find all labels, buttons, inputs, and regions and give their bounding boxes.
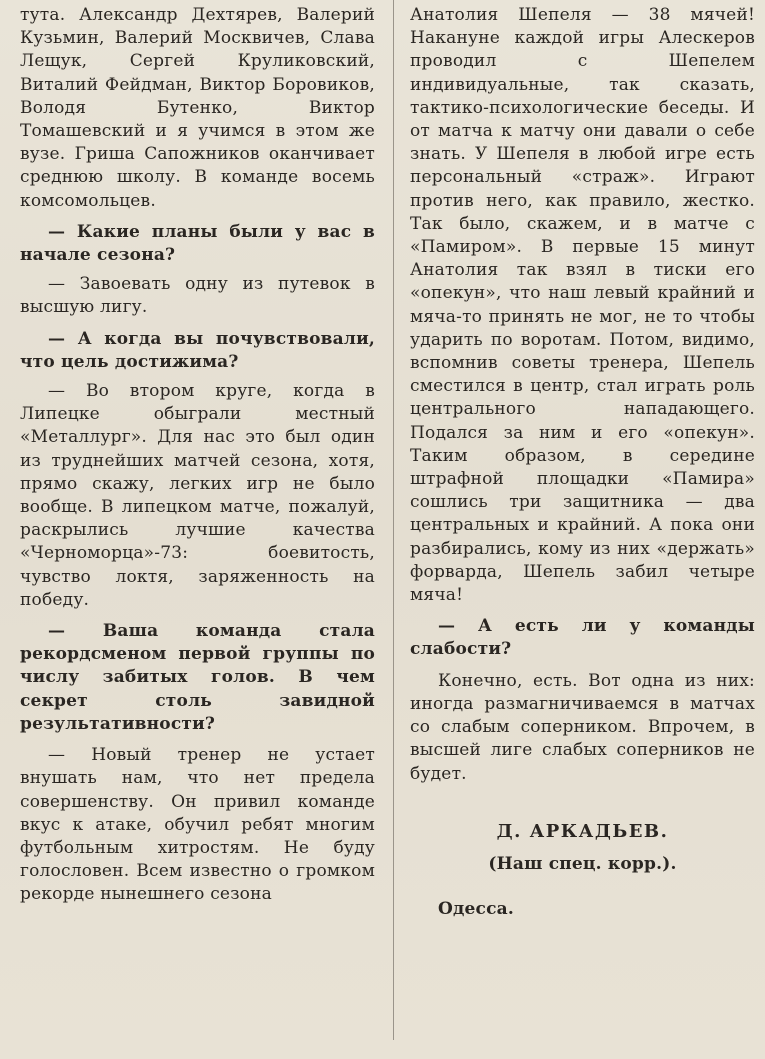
answer-record: — Новый тренер не устает внушать нам, что нет предела совершенству. Он привил команде вкус к атаке, обучил ребят многим футбольным хитростям. Не буду голословен. Всем известно о громком рекорде нынешнего сезона [20,745,375,905]
question-record: — Ваша команда стала рекордсменом первой группы по числу забитых голов. В чем секрет столь завидной результативности? [20,621,375,734]
correspondent-note: (Наш спец. корр.). [488,853,677,874]
right-column [410,4,755,921]
answer-plans: — Завоевать одну из путевок в высшую лигу. [20,274,375,318]
answer-goal: — Во втором круге, когда в Липецке обыграли местный «Металлург». Для нас это был один из труднейших матчей сезона, хотя, прямо скажу, легких игр не было вообще. В липецком матче, пожалуй, раскрылись лучшие качества «Черноморца»-73: боевитость, чувство локтя, заряженность на победу. [20,381,375,610]
dateline-city: Одесса. [438,899,514,920]
shepel-paragraph: Анатолия Шепеля — 38 мячей! Накануне каждой игры Алескеров проводил с Шепелем индивидуальные, так сказать, тактико-психологические беседы. И от матча к матчу они давали о себе знать. У Шепеля в любой игре есть персональный «страж». Играют против него, как правило, жестко. Так было, скажем, и в матче с «Памиром». В первые 15 минут Анатолия так взял в тиски его «опекун», что наш левый крайний и мяча-то принять не мог, не то чтобы ударить по воротам. Потом, видимо, вспомнив советы тренера, Шепель сместился в центр, стал играть роль центрального нападающего. Подался за ним и его «опекун». Таким образом, в середине штрафной площадки «Памира» сошлись три защитника — два центральных и крайний. А пока они разбирались, кому из них «держать» форварда, Шепель забил четыре мяча! [410,5,755,606]
question-goal: — А когда вы почувствовали, что цель достижима? [20,328,375,372]
question-weakness: — А есть ли у команды слабости? [410,616,755,660]
left-column [20,4,375,907]
answer-weakness: Конечно, есть. Вот одна из них: иногда размагничиваемся в матчах со слабым соперником. Впрочем, в высшей лиге слабых соперников не будет. [410,670,755,784]
intro-paragraph: тута. Александр Дехтярев, Валерий Кузьмин, Валерий Москвичев, Слава Лещук, Сергей Круликовский, Виталий Фейдман, Виктор Боровиков, Володя Бутенко, Виктор Томашевский и я учимся в этом же вузе. Гриша Сапожников оканчивает среднюю школу. В команде восемь комсомольцев. [20,5,375,211]
question-plans: — Какие планы были у вас в начале сезона? [20,221,375,266]
author-signature: Д. АРКАДЬЕВ. [496,820,669,842]
column-divider [393,0,394,1040]
